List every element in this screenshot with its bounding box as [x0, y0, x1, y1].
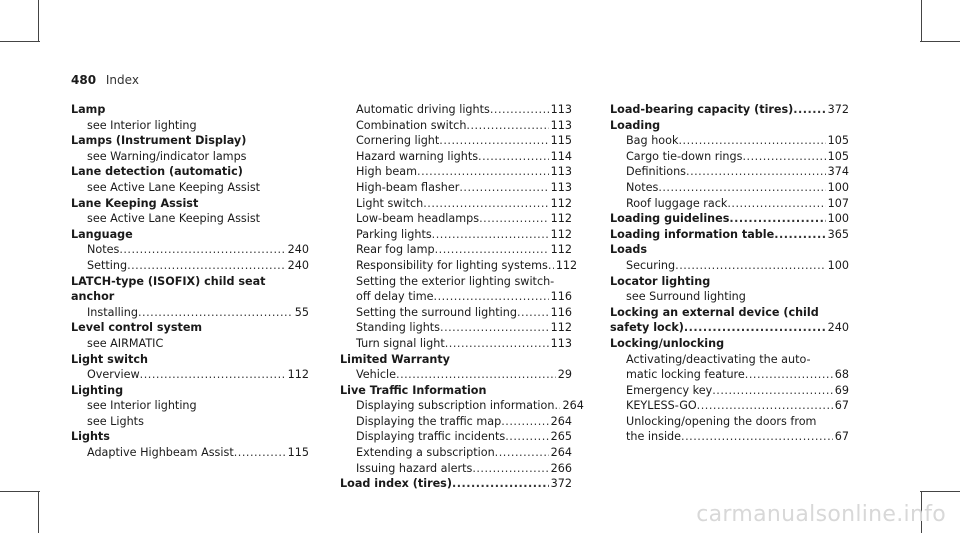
entry-label: Language [71, 227, 133, 241]
index-entry [340, 242, 572, 258]
page-header [71, 73, 139, 87]
dot-leader [658, 180, 825, 196]
index-entry [71, 445, 309, 461]
index-entry [340, 180, 572, 196]
entry-label: Setting the exterior lighting switch- [356, 274, 555, 288]
page-reference[interactable]: 112 [287, 368, 309, 382]
entry-label: Locking/unlocking [610, 336, 725, 350]
index-entry [71, 118, 309, 134]
index-entry [71, 258, 309, 274]
index-heading [71, 289, 309, 305]
entry-label: see Interior lighting [87, 118, 197, 132]
entry-label: Low-beam headlamps [356, 212, 480, 226]
entry-label: Extending a subscription [356, 446, 495, 460]
index-entry [340, 102, 572, 118]
entry-label: Roof luggage rack [626, 196, 728, 210]
page-reference[interactable]: 240 [287, 258, 309, 272]
page-reference[interactable]: 107 [827, 196, 849, 210]
index-heading [71, 429, 309, 445]
entry-label: the inside [626, 430, 682, 444]
page-reference[interactable]: 115 [287, 446, 309, 460]
entry-label: Lane detection (automatic) [71, 165, 243, 179]
entry-label: Lamps (Instrument Display) [71, 134, 247, 148]
index-heading [610, 336, 849, 352]
entry-label: Lamp [71, 103, 106, 116]
index-entry [71, 414, 309, 430]
entry-label: Loading guidelines [610, 212, 730, 226]
page-reference[interactable]: 112 [550, 321, 572, 335]
page-number: 480 [71, 73, 97, 87]
dot-leader [678, 133, 825, 149]
index-entry [610, 383, 849, 399]
index-entry [340, 258, 578, 274]
dot-leader [675, 258, 826, 274]
crop-mark [0, 491, 40, 492]
dot-leader [439, 133, 548, 149]
entry-label: Load index (tires) [340, 477, 452, 491]
entry-label: Locking an external device (child [610, 305, 819, 319]
entry-label: Lights [71, 430, 110, 444]
page-reference[interactable]: 100 [827, 180, 849, 194]
index-entry [340, 367, 572, 383]
entry-label: see Interior lighting [87, 399, 197, 413]
dot-leader [774, 227, 825, 243]
section-title: Index [105, 73, 139, 87]
index-entry [340, 118, 572, 134]
entry-label: Overview [87, 368, 140, 382]
index-entry [71, 242, 309, 258]
index-entry [610, 196, 849, 212]
entry-label: anchor [71, 290, 115, 304]
dot-leader [234, 445, 286, 461]
crop-mark [921, 0, 922, 42]
page-reference[interactable]: 112 [550, 196, 572, 210]
page-reference[interactable]: 264 [550, 446, 572, 460]
index-heading [610, 118, 849, 134]
index-entry [340, 289, 572, 305]
index-entry [610, 149, 849, 165]
index-heading [610, 320, 849, 336]
index-entry [340, 305, 572, 321]
page-reference[interactable]: 100 [827, 258, 849, 272]
index-heading [71, 102, 309, 118]
index-entry [610, 164, 849, 180]
entry-label: Lighting [71, 383, 124, 397]
entry-label: Setting the surround lighting [356, 305, 517, 319]
entry-label: Cornering light [356, 134, 440, 148]
crop-mark [0, 41, 40, 42]
index-heading [71, 133, 309, 149]
dot-leader [793, 102, 825, 118]
page-reference[interactable]: 266 [550, 461, 572, 475]
index-entry [71, 305, 309, 321]
dot-leader [686, 164, 826, 180]
index-heading [71, 164, 309, 180]
entry-label: Securing [626, 258, 676, 272]
page-reference[interactable]: 113 [550, 118, 572, 132]
dot-leader [440, 320, 549, 336]
index-entry [610, 258, 849, 274]
index-entry [610, 429, 849, 445]
dot-leader [423, 196, 548, 212]
dot-leader [729, 211, 825, 227]
index-entry [71, 367, 309, 383]
page-reference[interactable]: 105 [827, 149, 849, 163]
dot-leader [727, 196, 825, 212]
entry-label: Standing lights [356, 321, 441, 335]
index-entry [340, 227, 572, 243]
page-reference[interactable]: 112 [550, 243, 572, 257]
page-reference[interactable]: 114 [550, 149, 572, 163]
index-entry [610, 289, 849, 305]
entry-label: Issuing hazard alerts [356, 461, 473, 475]
entry-label: Cargo tie-down rings [626, 149, 743, 163]
page-reference[interactable]: 372 [550, 477, 572, 491]
page-reference[interactable]: 113 [550, 180, 572, 194]
dot-leader [434, 289, 549, 305]
index-heading [610, 227, 849, 243]
dot-leader [697, 398, 833, 414]
dot-leader [417, 164, 549, 180]
index-entry [340, 211, 572, 227]
entry-label: Turn signal light [356, 336, 445, 350]
entry-label: Notes [626, 180, 659, 194]
index-heading [340, 476, 572, 492]
entry-label: matic locking feature [626, 368, 745, 382]
index-entry [340, 133, 572, 149]
page-reference[interactable]: 113 [550, 336, 572, 350]
dot-leader [472, 461, 548, 477]
index-entry [340, 196, 572, 212]
index-entry [340, 164, 572, 180]
page-reference[interactable]: 116 [550, 290, 572, 304]
entry-label: Hazard warning lights [356, 149, 479, 163]
dot-leader [466, 118, 548, 134]
entry-label: see Active Lane Keeping Assist [87, 212, 261, 226]
page-reference[interactable]: 240 [827, 321, 849, 335]
index-entry [610, 367, 849, 383]
dot-leader [445, 336, 549, 352]
entry-label: Vehicle [356, 368, 397, 382]
dot-leader [712, 383, 833, 399]
page-reference[interactable]: 29 [557, 368, 572, 382]
crop-mark [38, 491, 39, 533]
entry-label: Live Traffic Information [340, 383, 487, 397]
entry-label: safety lock) [610, 321, 684, 335]
entry-label: High-beam flasher [356, 180, 460, 194]
entry-label: Setting [87, 258, 128, 272]
dot-leader [459, 180, 548, 196]
dot-leader [517, 305, 549, 321]
page-reference[interactable]: 113 [550, 103, 572, 116]
index-entry [340, 274, 572, 290]
page-reference[interactable]: 240 [287, 243, 309, 257]
dot-leader [452, 476, 549, 492]
dot-leader [501, 414, 548, 430]
page-reference[interactable]: 67 [834, 430, 849, 444]
index-entry [610, 133, 849, 149]
dot-leader [684, 320, 826, 336]
crop-mark [920, 41, 960, 42]
dot-leader [495, 445, 549, 461]
entry-label: Loading information table [610, 227, 775, 241]
entry-label: Notes [87, 243, 120, 257]
page-reference[interactable]: 265 [550, 430, 572, 444]
index-entry [71, 149, 309, 165]
index-heading [71, 352, 309, 368]
dot-leader [681, 429, 833, 445]
page-reference[interactable]: 113 [550, 165, 572, 179]
page-reference[interactable]: 112 [550, 227, 572, 241]
entry-label: Combination switch [356, 118, 467, 132]
page-reference[interactable]: 67 [834, 399, 849, 413]
index-entry [340, 445, 572, 461]
page-reference[interactable]: 264 [562, 399, 584, 413]
index-entry [71, 336, 309, 352]
entry-label: Load-bearing capacity (tires) [610, 103, 794, 116]
entry-label: Locator lighting [610, 274, 711, 288]
entry-label: Lane Keeping Assist [71, 196, 199, 210]
page-reference[interactable]: 68 [834, 368, 849, 382]
page-reference[interactable]: 100 [827, 212, 849, 226]
index-heading [610, 242, 849, 258]
entry-label: Parking lights [356, 227, 432, 241]
dot-leader [140, 367, 286, 383]
entry-label: see Warning/indicator lamps [87, 149, 247, 163]
dot-leader [745, 367, 833, 383]
page-reference[interactable]: 69 [834, 383, 849, 397]
dot-leader [742, 149, 825, 165]
crop-mark [38, 0, 39, 42]
index-heading [71, 227, 309, 243]
index-heading [610, 211, 849, 227]
entry-label: Activating/deactivating the auto- [626, 352, 811, 366]
index-entry [340, 398, 584, 414]
entry-label: Adaptive Highbeam Assist [87, 446, 234, 460]
entry-label: see Lights [87, 414, 144, 428]
index-entry [340, 336, 572, 352]
index-entry [610, 352, 849, 368]
entry-label: Definitions [626, 165, 687, 179]
dot-leader [490, 102, 549, 118]
index-entry [340, 461, 572, 477]
crop-mark [920, 491, 960, 492]
entry-label: Installing [87, 305, 138, 319]
index-heading [610, 305, 849, 321]
index-heading [610, 274, 849, 290]
dot-leader [505, 429, 548, 445]
entry-label: Light switch [356, 196, 424, 210]
index-heading [610, 102, 849, 118]
entry-label: Responsibility for lighting systems [356, 258, 548, 272]
index-heading [340, 383, 572, 399]
page-reference[interactable]: 372 [827, 103, 849, 116]
dot-leader [478, 149, 549, 165]
entry-label: see Active Lane Keeping Assist [87, 180, 261, 194]
entry-label: Automatic driving lights [356, 103, 490, 116]
index-entry [71, 211, 309, 227]
page-reference[interactable]: 112 [555, 258, 578, 272]
dot-leader [396, 367, 556, 383]
dot-leader [432, 227, 549, 243]
entry-label: Emergency key [626, 383, 713, 397]
entry-label: off delay time [356, 290, 434, 304]
entry-label: Bag hook [626, 134, 679, 148]
entry-label: Loading [610, 118, 661, 132]
entry-label: Rear fog lamp [356, 243, 435, 257]
index-heading [71, 320, 309, 336]
index-heading [71, 196, 309, 212]
index-entry [340, 149, 572, 165]
dot-leader [119, 242, 285, 258]
index-column-2 [340, 102, 584, 492]
entry-label: Unlocking/opening the doors from [626, 414, 817, 428]
entry-label: Loads [610, 243, 648, 257]
index-entry [610, 398, 849, 414]
index-entry [71, 180, 309, 196]
page-reference[interactable]: 115 [550, 134, 572, 148]
page-reference[interactable]: 264 [550, 414, 572, 428]
dot-leader [479, 211, 549, 227]
page-reference[interactable]: 116 [550, 305, 572, 319]
index-entry [610, 180, 849, 196]
index-heading [71, 383, 309, 399]
index-column-1 [71, 102, 309, 461]
watermark: carmanualsonline.info [696, 502, 946, 527]
page-reference[interactable]: 105 [827, 134, 849, 148]
entry-label: KEYLESS-GO [626, 399, 697, 413]
entry-label: High beam [356, 165, 418, 179]
page-reference[interactable]: 55 [294, 305, 309, 319]
index-entry [71, 398, 309, 414]
entry-label: Displaying the traffic map [356, 414, 502, 428]
entry-label: Displaying subscription information [356, 399, 555, 413]
entry-label: Limited Warranty [340, 352, 450, 366]
page-reference[interactable]: 112 [550, 212, 572, 226]
index-heading [340, 352, 572, 368]
index-entry [340, 414, 572, 430]
index-entry [610, 414, 849, 430]
index-heading [71, 274, 309, 290]
entry-label: Level control system [71, 321, 203, 335]
page-reference[interactable]: 365 [827, 227, 849, 241]
entry-label: LATCH-type (ISOFIX) child seat [71, 274, 266, 288]
dot-leader [138, 305, 293, 321]
page-reference[interactable]: 374 [827, 165, 849, 179]
dot-leader [127, 258, 286, 274]
entry-label: Light switch [71, 352, 148, 366]
dot-leader [435, 242, 549, 258]
index-entry [340, 320, 572, 336]
index-column-3 [610, 102, 849, 445]
entry-label: see AIRMATIC [87, 336, 164, 350]
index-entry [340, 429, 572, 445]
entry-label: Displaying traffic incidents [356, 430, 506, 444]
entry-label: see Surround lighting [626, 290, 746, 304]
